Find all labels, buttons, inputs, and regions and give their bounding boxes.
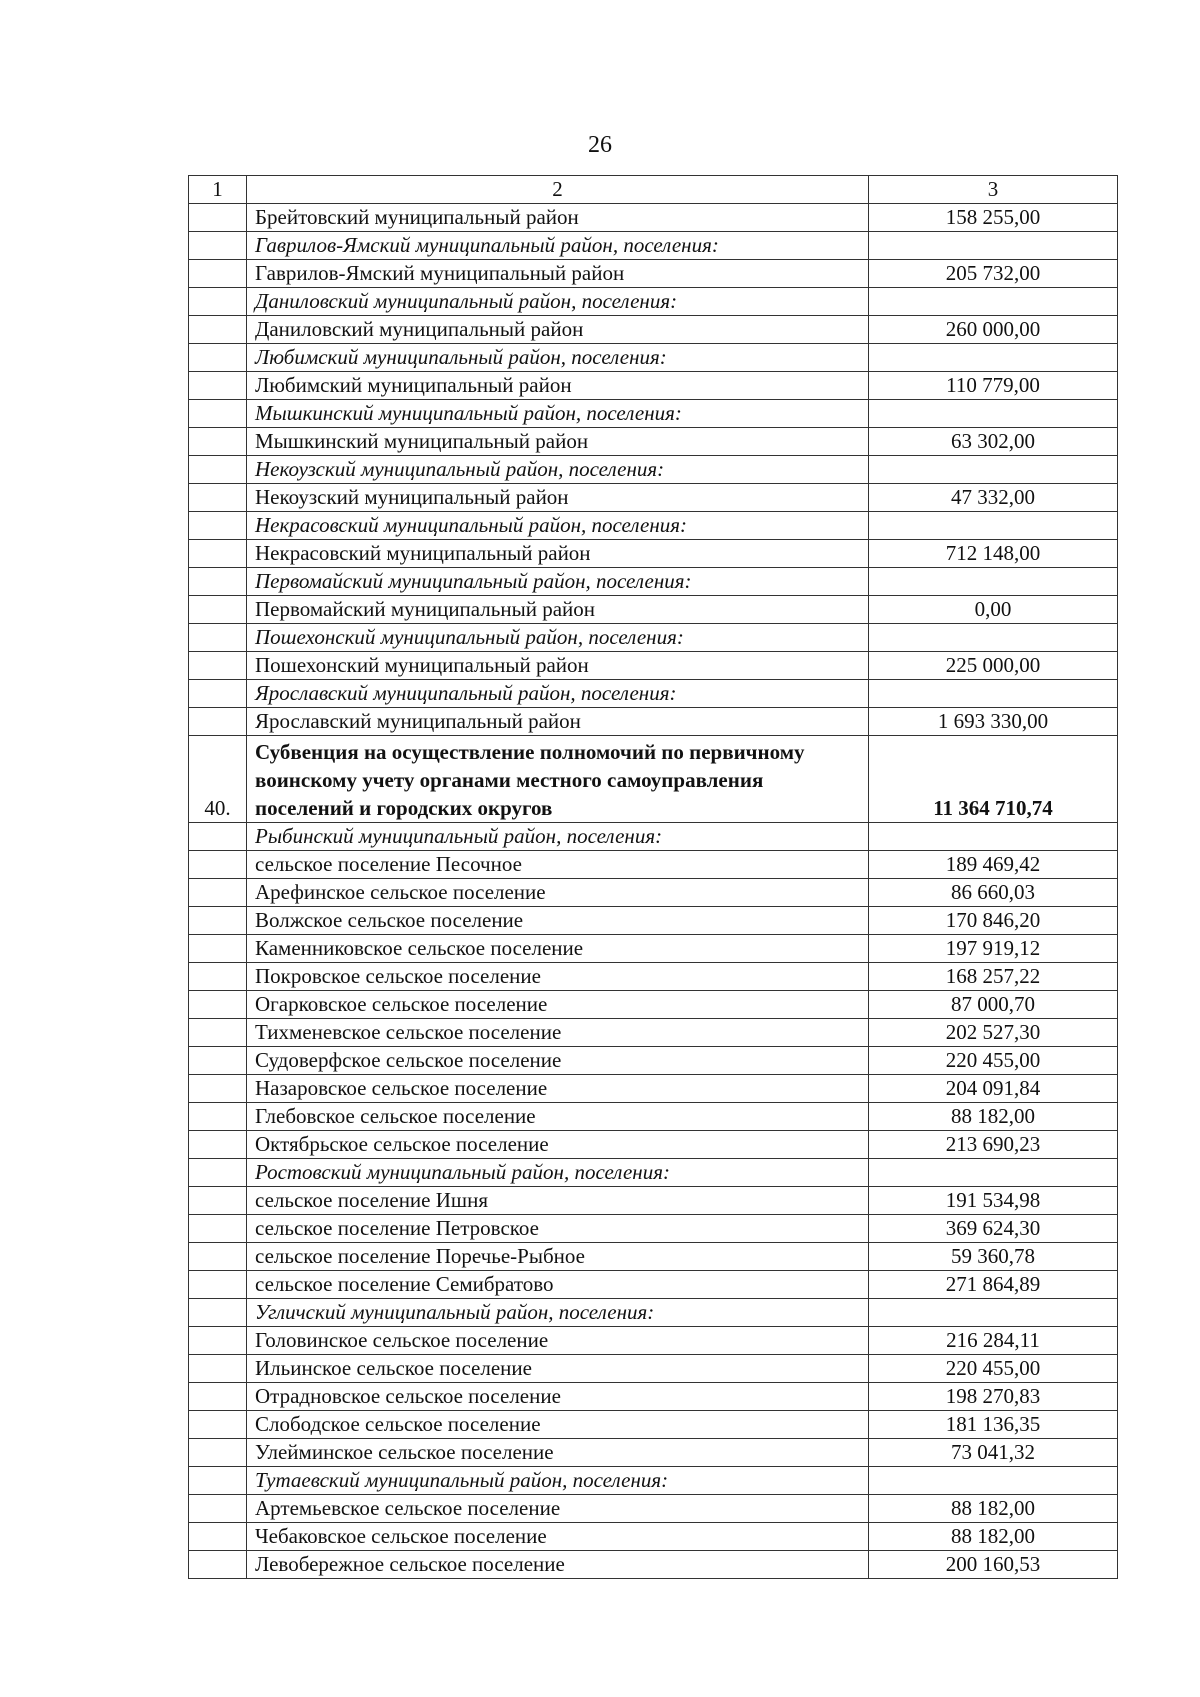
- row-name: Угличский муниципальный район, поселения:: [247, 1299, 869, 1327]
- table-row: [189, 1131, 1118, 1159]
- row-number-cell: [189, 851, 247, 879]
- row-number-cell: [189, 1103, 247, 1131]
- table-row: [189, 484, 1118, 512]
- row-value: 73 041,32: [869, 1439, 1118, 1467]
- row-name: Волжское сельское поселение: [247, 907, 869, 935]
- row-name: Ростовский муниципальный район, поселения:: [247, 1159, 869, 1187]
- row-number-cell: [189, 400, 247, 428]
- row-value: 181 136,35: [869, 1411, 1118, 1439]
- table-row: [189, 260, 1118, 288]
- row-value: 712 148,00: [869, 540, 1118, 568]
- table-row: [189, 823, 1118, 851]
- row-number-cell: [189, 1243, 247, 1271]
- row-number-cell: [189, 1467, 247, 1495]
- row-number-cell: [189, 935, 247, 963]
- table-body: [189, 176, 1118, 1579]
- row-value: [869, 1467, 1118, 1495]
- row-value: 86 660,03: [869, 879, 1118, 907]
- table-row: [189, 1103, 1118, 1131]
- row-value: 168 257,22: [869, 963, 1118, 991]
- row-name: Глебовское сельское поселение: [247, 1103, 869, 1131]
- row-value: [869, 1159, 1118, 1187]
- row-number-cell: [189, 1131, 247, 1159]
- row-name: Некоузский муниципальный район: [247, 484, 869, 512]
- row-number-cell: [189, 652, 247, 680]
- table-row: [189, 1439, 1118, 1467]
- row-number-cell: [189, 596, 247, 624]
- row-name: Пошехонский муниципальный район, поселения:: [247, 624, 869, 652]
- row-number-cell: [189, 1495, 247, 1523]
- row-value: 88 182,00: [869, 1495, 1118, 1523]
- table-row: [189, 428, 1118, 456]
- row-number-cell: [189, 372, 247, 400]
- row-name: Даниловский муниципальный район: [247, 316, 869, 344]
- table-row: [189, 680, 1118, 708]
- table-header-row: [189, 176, 1118, 204]
- table-row: [189, 232, 1118, 260]
- row-value: [869, 624, 1118, 652]
- row-number-cell: [189, 1075, 247, 1103]
- row-name: Октябрьское сельское поселение: [247, 1131, 869, 1159]
- row-value: [869, 344, 1118, 372]
- row-name: Слободское сельское поселение: [247, 1411, 869, 1439]
- row-value: 200 160,53: [869, 1551, 1118, 1579]
- row-value: [869, 680, 1118, 708]
- row-value: 1 693 330,00: [869, 708, 1118, 736]
- item-40-number: 40.: [189, 736, 247, 823]
- item-40-row: [189, 736, 1118, 823]
- row-number-cell: [189, 288, 247, 316]
- table-row: [189, 1159, 1118, 1187]
- table-row: [189, 1355, 1118, 1383]
- table-row: [189, 596, 1118, 624]
- row-value: 220 455,00: [869, 1355, 1118, 1383]
- row-number-cell: [189, 1411, 247, 1439]
- row-name: Огарковское сельское поселение: [247, 991, 869, 1019]
- row-number-cell: [189, 1215, 247, 1243]
- row-number-cell: [189, 568, 247, 596]
- table-row: [189, 1019, 1118, 1047]
- row-name: Некоузский муниципальный район, поселения:: [247, 456, 869, 484]
- row-value: 170 846,20: [869, 907, 1118, 935]
- row-number-cell: [189, 484, 247, 512]
- table-row: [189, 1047, 1118, 1075]
- row-number-cell: [189, 1523, 247, 1551]
- row-number-cell: [189, 1551, 247, 1579]
- table-row: [189, 1383, 1118, 1411]
- row-name: Первомайский муниципальный район: [247, 596, 869, 624]
- table-row: [189, 935, 1118, 963]
- row-value: 63 302,00: [869, 428, 1118, 456]
- row-number-cell: [189, 1299, 247, 1327]
- row-name: Тихменевское сельское поселение: [247, 1019, 869, 1047]
- row-number-cell: [189, 344, 247, 372]
- row-name: Мышкинский муниципальный район: [247, 428, 869, 456]
- table-row: [189, 1551, 1118, 1579]
- row-number-cell: [189, 260, 247, 288]
- row-name: Тутаевский муниципальный район, поселения:: [247, 1467, 869, 1495]
- row-number-cell: [189, 708, 247, 736]
- row-name: Ярославский муниципальный район: [247, 708, 869, 736]
- row-number-cell: [189, 1159, 247, 1187]
- row-name: Рыбинский муниципальный район, поселения:: [247, 823, 869, 851]
- table-row: [189, 624, 1118, 652]
- row-name: Назаровское сельское поселение: [247, 1075, 869, 1103]
- table-row: [189, 1523, 1118, 1551]
- row-name: Арефинское сельское поселение: [247, 879, 869, 907]
- row-name: Первомайский муниципальный район, поселения:: [247, 568, 869, 596]
- table-row: [189, 1411, 1118, 1439]
- row-name: Любимский муниципальный район: [247, 372, 869, 400]
- row-name: Гаврилов-Ямский муниципальный район, поселения:: [247, 232, 869, 260]
- row-number-cell: [189, 204, 247, 232]
- row-value: [869, 568, 1118, 596]
- row-name: Левобережное сельское поселение: [247, 1551, 869, 1579]
- row-value: 213 690,23: [869, 1131, 1118, 1159]
- table-row: [189, 1075, 1118, 1103]
- table-row: [189, 400, 1118, 428]
- row-name: Ильинское сельское поселение: [247, 1355, 869, 1383]
- row-name: Покровское сельское поселение: [247, 963, 869, 991]
- row-value: 369 624,30: [869, 1215, 1118, 1243]
- row-name: сельское поселение Семибратово: [247, 1271, 869, 1299]
- row-value: 260 000,00: [869, 316, 1118, 344]
- row-value: [869, 512, 1118, 540]
- header-col-2: 2: [247, 176, 869, 204]
- table-row: [189, 879, 1118, 907]
- row-number-cell: [189, 624, 247, 652]
- row-number-cell: [189, 1383, 247, 1411]
- row-name: Чебаковское сельское поселение: [247, 1523, 869, 1551]
- row-name: сельское поселение Ишня: [247, 1187, 869, 1215]
- table-row: [189, 652, 1118, 680]
- table-row: [189, 204, 1118, 232]
- table-row: [189, 963, 1118, 991]
- row-value: 216 284,11: [869, 1327, 1118, 1355]
- table-row: [189, 1327, 1118, 1355]
- row-number-cell: [189, 1271, 247, 1299]
- row-value: 88 182,00: [869, 1523, 1118, 1551]
- row-value: [869, 823, 1118, 851]
- row-name: Любимский муниципальный район, поселения:: [247, 344, 869, 372]
- row-value: 271 864,89: [869, 1271, 1118, 1299]
- item-40-total: 11 364 710,74: [869, 736, 1118, 823]
- row-name: сельское поселение Петровское: [247, 1215, 869, 1243]
- table-row: [189, 991, 1118, 1019]
- table-row: [189, 372, 1118, 400]
- table-row: [189, 1243, 1118, 1271]
- row-number-cell: [189, 428, 247, 456]
- row-number-cell: [189, 879, 247, 907]
- row-number-cell: [189, 1187, 247, 1215]
- table-row: [189, 288, 1118, 316]
- row-name: Головинское сельское поселение: [247, 1327, 869, 1355]
- table-row: [189, 708, 1118, 736]
- row-value: 205 732,00: [869, 260, 1118, 288]
- row-value: 220 455,00: [869, 1047, 1118, 1075]
- row-value: [869, 288, 1118, 316]
- row-number-cell: [189, 456, 247, 484]
- row-value: 47 332,00: [869, 484, 1118, 512]
- table-row: [189, 1467, 1118, 1495]
- row-name: Некрасовский муниципальный район: [247, 540, 869, 568]
- table-row: [189, 512, 1118, 540]
- table-row: [189, 456, 1118, 484]
- row-name: Некрасовский муниципальный район, поселения:: [247, 512, 869, 540]
- row-number-cell: [189, 1019, 247, 1047]
- row-number-cell: [189, 1327, 247, 1355]
- table-row: [189, 540, 1118, 568]
- row-name: сельское поселение Поречье-Рыбное: [247, 1243, 869, 1271]
- row-value: 202 527,30: [869, 1019, 1118, 1047]
- table-row: [189, 1187, 1118, 1215]
- row-name: Гаврилов-Ямский муниципальный район: [247, 260, 869, 288]
- row-number-cell: [189, 963, 247, 991]
- row-number-cell: [189, 991, 247, 1019]
- row-number-cell: [189, 1439, 247, 1467]
- row-name: Ярославский муниципальный район, поселения:: [247, 680, 869, 708]
- row-number-cell: [189, 232, 247, 260]
- row-name: Отрадновское сельское поселение: [247, 1383, 869, 1411]
- row-number-cell: [189, 1047, 247, 1075]
- row-number-cell: [189, 907, 247, 935]
- row-number-cell: [189, 1355, 247, 1383]
- row-name: Улейминское сельское поселение: [247, 1439, 869, 1467]
- row-value: 158 255,00: [869, 204, 1118, 232]
- header-col-1: 1: [189, 176, 247, 204]
- row-number-cell: [189, 823, 247, 851]
- row-value: 0,00: [869, 596, 1118, 624]
- row-value: [869, 400, 1118, 428]
- table-row: [189, 1495, 1118, 1523]
- row-name: Пошехонский муниципальный район: [247, 652, 869, 680]
- row-value: 191 534,98: [869, 1187, 1118, 1215]
- row-value: 59 360,78: [869, 1243, 1118, 1271]
- row-value: 87 000,70: [869, 991, 1118, 1019]
- row-name: Судоверфское сельское поселение: [247, 1047, 869, 1075]
- table-row: [189, 1271, 1118, 1299]
- table-row: [189, 1299, 1118, 1327]
- row-name: Брейтовский муниципальный район: [247, 204, 869, 232]
- table-row: [189, 851, 1118, 879]
- row-value: 198 270,83: [869, 1383, 1118, 1411]
- page-number: 26: [588, 132, 612, 158]
- row-name: Каменниковское сельское поселение: [247, 935, 869, 963]
- row-value: [869, 1299, 1118, 1327]
- table-row: [189, 316, 1118, 344]
- table-row: [189, 568, 1118, 596]
- row-name: Артемьевское сельское поселение: [247, 1495, 869, 1523]
- row-value: 189 469,42: [869, 851, 1118, 879]
- row-value: [869, 232, 1118, 260]
- header-col-3: 3: [869, 176, 1118, 204]
- row-name: Даниловский муниципальный район, поселения:: [247, 288, 869, 316]
- row-value: [869, 456, 1118, 484]
- row-number-cell: [189, 316, 247, 344]
- row-value: 204 091,84: [869, 1075, 1118, 1103]
- allocation-table: [188, 175, 1118, 1579]
- table-row: [189, 1215, 1118, 1243]
- table-row: [189, 344, 1118, 372]
- table-row: [189, 907, 1118, 935]
- row-number-cell: [189, 680, 247, 708]
- item-40-title: Субвенция на осуществление полномочий по первичному воинскому учету органами местного самоуправления поселений и городских округов: [247, 736, 869, 823]
- row-value: 225 000,00: [869, 652, 1118, 680]
- row-value: 88 182,00: [869, 1103, 1118, 1131]
- row-name: сельское поселение Песочное: [247, 851, 869, 879]
- row-name: Мышкинский муниципальный район, поселения:: [247, 400, 869, 428]
- row-number-cell: [189, 540, 247, 568]
- row-value: 110 779,00: [869, 372, 1118, 400]
- row-number-cell: [189, 512, 247, 540]
- row-value: 197 919,12: [869, 935, 1118, 963]
